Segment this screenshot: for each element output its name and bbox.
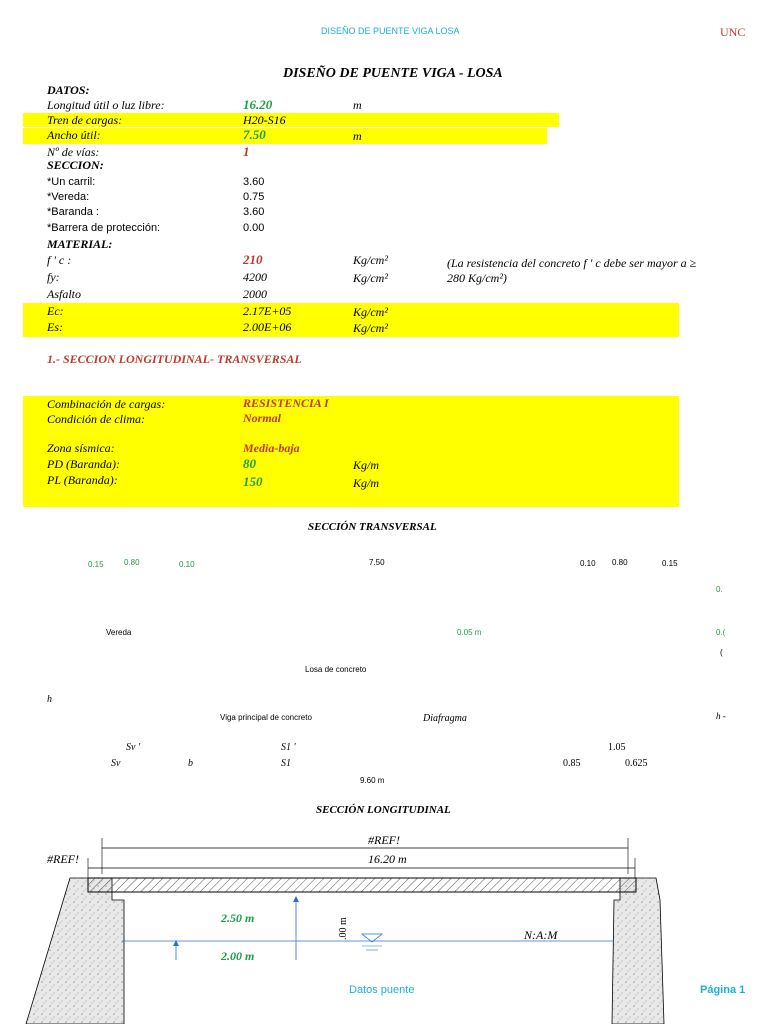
dim-right-3: ( — [720, 648, 723, 657]
header-unc: UNC — [720, 25, 746, 39]
pl-unit: Kg/m — [353, 476, 380, 490]
b-label: b — [188, 758, 193, 769]
footer-page-number: Página 1 — [700, 984, 746, 996]
pd-unit: Kg/m — [353, 458, 380, 472]
span-label: 16.20 m — [368, 852, 407, 866]
vereda-text: Vereda — [106, 628, 132, 637]
pl-label: PL (Baranda): — [47, 473, 118, 487]
carpeta-text: 0.05 m — [457, 628, 482, 637]
longitud-label: Longitud útil o luz libre: — [47, 98, 165, 112]
h-text: h — [47, 694, 52, 705]
tren-label: Tren de cargas: — [47, 113, 123, 127]
highlight-modulus — [23, 303, 679, 337]
fc-note-2: 280 Kg/cm²) — [447, 271, 507, 285]
fy-label: fy: — [47, 270, 60, 284]
dim-750: 7.50 — [369, 558, 385, 567]
barrera-value: 0.00 — [243, 222, 265, 234]
ec-value: 2.17E+05 — [243, 304, 292, 318]
losa-text: Losa de concreto — [305, 665, 367, 674]
total-width: 9.60 m — [360, 776, 385, 785]
section-1-title: 1.- SECCION LONGITUDINAL- TRANSVERSAL — [47, 352, 302, 366]
dim-010-left: 0.10 — [179, 560, 195, 569]
value-085: 0.85 — [563, 758, 581, 769]
right-abutment — [612, 878, 664, 1024]
left-abutment — [26, 878, 124, 1024]
header-title: DISEÑO DE PUENTE VIGA LOSA — [321, 26, 460, 36]
fc-note-1: (La resistencia del concreto f ' c debe ser mayor a ≥ — [447, 256, 697, 270]
pd-value: 80 — [243, 456, 256, 471]
height-200: 2.00 m — [221, 949, 255, 963]
vereda-value: 0.75 — [243, 191, 265, 203]
footer-sheet-name: Datos puente — [349, 984, 415, 996]
seccion-heading: SECCION: — [47, 158, 104, 172]
dim-right-1: 0. — [716, 585, 723, 594]
fy-value: 4200 — [243, 270, 267, 284]
zona-value: Media-baja — [243, 441, 300, 455]
clima-label: Condición de clima: — [47, 412, 145, 426]
fc-value: 210 — [243, 252, 263, 267]
carril-value: 3.60 — [243, 176, 265, 188]
es-label: Es: — [47, 320, 63, 334]
vereda-label: *Vereda: — [47, 191, 90, 203]
nam-label: N:A:M — [524, 928, 558, 942]
ancho-unit: m — [353, 129, 362, 143]
pd-label: PD (Baranda): — [47, 457, 120, 471]
s1-prime: S1 ' — [281, 742, 296, 753]
asfalto-label: Asfalto — [47, 287, 82, 301]
baranda-value: 3.60 — [243, 206, 265, 218]
h-minus-text: h - — [716, 711, 726, 721]
fc-label: f ' c : — [47, 253, 72, 267]
viga-text: Viga principal de concreto — [220, 713, 312, 722]
ec-label: Ec: — [47, 304, 64, 318]
ancho-value: 7.50 — [243, 127, 266, 142]
dim-080-left: 0.80 — [124, 558, 140, 567]
vias-value: 1 — [243, 144, 250, 159]
value-0625: 0.625 — [625, 758, 648, 769]
fc-unit: Kg/cm² — [353, 253, 388, 267]
tren-value: H20-S16 — [243, 113, 286, 127]
comb-label: Combinación de cargas: — [47, 397, 166, 411]
transversal-title: SECCIÓN TRANSVERSAL — [308, 521, 437, 533]
diafragma-text: Diafragma — [423, 713, 467, 724]
ancho-label: Ancho útil: — [47, 128, 101, 142]
material-heading: MATERIAL: — [47, 237, 113, 251]
es-unit: Kg/cm² — [353, 321, 388, 335]
s1-label: S1 — [281, 758, 291, 769]
dim-right-2: 0.( — [716, 628, 726, 637]
dim-015-left: 0.15 — [88, 560, 104, 569]
dim-010-right: 0.10 — [580, 559, 596, 568]
dim-080-right: 0.80 — [612, 558, 628, 567]
deck-slab — [88, 878, 636, 892]
sv-label: Sv — [111, 758, 121, 769]
carril-label: *Un carril: — [47, 176, 96, 188]
baranda-label: *Baranda : — [47, 206, 99, 218]
comb-value: RESISTENCIA I — [243, 396, 329, 410]
sv-prime: Sv ' — [126, 742, 141, 753]
ref-label-top: #REF! — [368, 833, 400, 847]
vertical-dim-label: .00 m — [338, 917, 349, 940]
pl-value: 150 — [243, 474, 263, 489]
value-105: 1.05 — [608, 742, 626, 753]
fy-unit: Kg/cm² — [353, 271, 388, 285]
longitud-value: 16.20 — [243, 97, 273, 112]
dim-015-right: 0.15 — [662, 559, 678, 568]
es-value: 2.00E+06 — [243, 320, 292, 334]
barrera-label: *Barrera de protección: — [47, 222, 161, 234]
ec-unit: Kg/cm² — [353, 305, 388, 319]
longitud-unit: m — [353, 98, 362, 112]
page-title: DISEÑO DE PUENTE VIGA - LOSA — [283, 66, 503, 81]
highlight-ancho — [23, 128, 547, 144]
asfalto-value: 2000 — [243, 287, 267, 301]
clima-value: Normal — [243, 411, 282, 425]
ref-label-left: #REF! — [47, 852, 79, 866]
zona-label: Zona sísmica: — [47, 441, 115, 455]
datos-heading: DATOS: — [47, 83, 90, 97]
vias-label: Nº de vías: — [47, 145, 100, 159]
longitudinal-title: SECCIÓN LONGITUDINAL — [316, 804, 451, 816]
height-250: 2.50 m — [221, 911, 255, 925]
